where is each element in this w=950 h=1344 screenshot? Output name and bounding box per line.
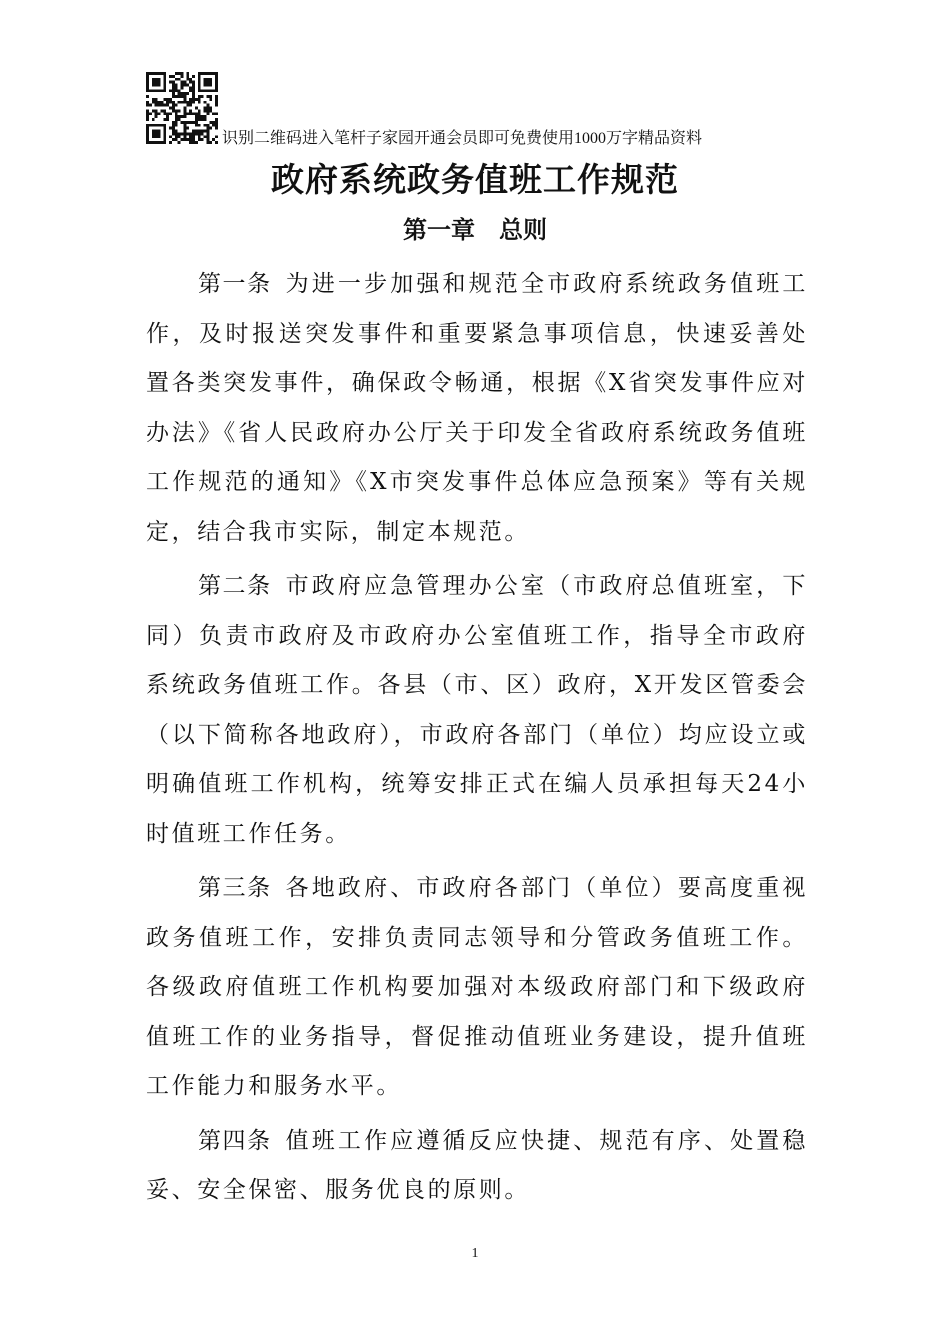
article-paragraph [146,1117,808,1216]
qr-banner-text: 识别二维码进入笔杆子家园开通会员即可免费使用1000万字精品资料 [222,130,703,147]
article-text: 为进一步加强和规范全市政府系统政务值班工作，及时报送突发事件和重要紧急事项信息，快速妥善处置各类突发事件，确保政令畅通，根据《X省突发事件应对办法》《省人民政府办公厅关于印发全省政府系统政务值班工作规范的通知》《X市突发事件总体应急预案》等有关规定，结合我市实际，制定本规范。 [146,271,809,545]
article-number: 第四条 [198,1127,272,1154]
article-number: 第一条 [198,271,272,297]
article-number: 第三条 [198,875,272,901]
document-body [146,260,808,1221]
article-paragraph [146,260,808,557]
article-number: 第二条 [198,573,272,599]
page-number: 1 [471,1246,479,1261]
article-text: 值班工作应遵循反应快捷、规范有序、处置稳妥、安全保密、服务优良的原则。 [146,1127,809,1203]
article-text: 市政府应急管理办公室（市政府总值班室，下同）负责市政府及市政府办公室值班工作，指导全市政府系统政务值班工作。各县（市、区）政府，X开发区管委会（以下简称各地政府），市政府各部门（单位）均应设立或明确值班工作机构，统筹安排正式在编人员承担每天24小时值班工作任务。 [146,573,809,847]
article-paragraph [146,562,808,859]
article-text: 各地政府、市政府各部门（单位）要高度重视政务值班工作，安排负责同志领导和分管政务值班工作。各级政府值班工作机构要加强对本级政府部门和下级政府值班工作的业务指导，督促推动值班业务建设，提升值班工作能力和服务水平。 [146,875,809,1099]
chapter-heading: 第一章 总则 [403,216,547,244]
document-title: 政府系统政务值班工作规范 [271,160,679,199]
qr-code-icon [146,72,218,144]
article-paragraph [146,864,808,1112]
